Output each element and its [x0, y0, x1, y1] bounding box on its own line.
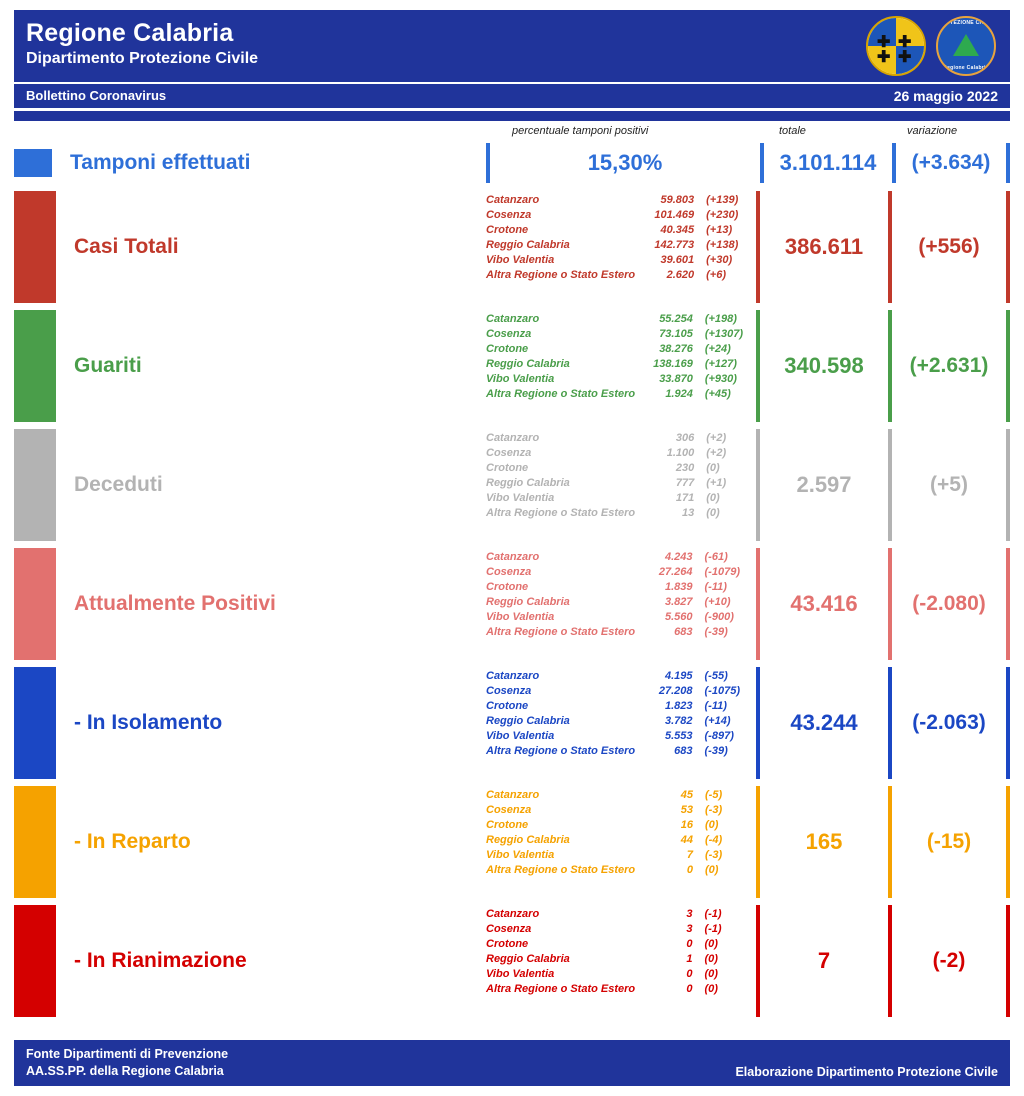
row-color-swatch [14, 191, 56, 303]
detail-variation: (0) [704, 953, 718, 965]
row-variation: (+2.631) [909, 354, 989, 377]
detail-value: 306 [675, 432, 695, 444]
detail-variation: (+14) [704, 715, 731, 727]
detail-province: Reggio Calabria [486, 358, 570, 370]
row-rule [1006, 191, 1010, 303]
detail-row [486, 193, 756, 208]
row-label: Tamponi effettuati [70, 151, 251, 174]
row-variation: (-2.063) [912, 711, 986, 734]
detail-row [486, 312, 756, 327]
detail-row [486, 431, 756, 446]
detail-province: Reggio Calabria [486, 834, 570, 846]
row-color-swatch [14, 905, 56, 1017]
row-detail-table [486, 905, 756, 1017]
detail-value: 55.254 [659, 313, 693, 325]
detail-value: 5.553 [664, 730, 693, 742]
row-color-swatch [14, 548, 56, 660]
detail-row [486, 268, 756, 283]
detail-row [486, 476, 756, 491]
row-color-swatch [14, 149, 52, 177]
detail-variation: (-1075) [704, 685, 740, 697]
row-total: 2.597 [796, 472, 852, 497]
detail-row [486, 625, 756, 640]
detail-row [486, 922, 756, 937]
bulletin-label: Bollettino Coronavirus [26, 88, 167, 103]
detail-row [486, 506, 756, 521]
detail-variation: (-897) [704, 730, 734, 742]
row-total: 3.101.114 [779, 150, 877, 175]
detail-variation: (0) [704, 938, 718, 950]
detail-province: Crotone [486, 343, 529, 355]
row-label: Guariti [74, 354, 142, 377]
detail-variation: (+198) [704, 313, 737, 325]
column-header-variazione: variazione [907, 125, 958, 137]
row-label: - In Reparto [74, 830, 191, 853]
row-deceduti [14, 429, 1010, 541]
detail-row [486, 208, 756, 223]
detail-value: 44 [680, 834, 693, 846]
detail-variation: (-5) [705, 789, 723, 801]
detail-province: Reggio Calabria [486, 477, 570, 489]
detail-province: Cosenza [486, 328, 532, 340]
detail-value: 39.601 [660, 254, 695, 266]
detail-province: Catanzaro [486, 908, 540, 920]
detail-value: 4.243 [664, 551, 693, 563]
detail-value: 16 [680, 819, 693, 831]
detail-row [486, 937, 756, 952]
detail-variation: (-1) [704, 908, 722, 920]
detail-row [486, 744, 756, 759]
region-title: Regione Calabria [26, 19, 234, 47]
row-rule [1006, 786, 1010, 898]
detail-row [486, 907, 756, 922]
detail-variation: (+24) [704, 343, 731, 355]
detail-province: Vibo Valentia [486, 968, 555, 980]
detail-province: Catanzaro [486, 313, 540, 325]
detail-row [486, 952, 756, 967]
bulletin-bar [14, 84, 1010, 108]
detail-variation: (-4) [705, 834, 723, 846]
detail-row [486, 699, 756, 714]
detail-province: Vibo Valentia [486, 373, 555, 385]
detail-row [486, 357, 756, 372]
detail-variation: (+139) [706, 194, 739, 206]
logo-top-text: PROTEZIONE CIVILE [938, 20, 994, 26]
detail-row [486, 595, 756, 610]
row-variation: (+556) [918, 235, 980, 258]
protezione-civile-logo-icon [936, 16, 996, 76]
row-color-swatch [14, 667, 56, 779]
detail-row [486, 610, 756, 625]
row-color-swatch [14, 786, 56, 898]
detail-variation: (+1) [706, 477, 727, 489]
row-detail-table [486, 548, 756, 660]
detail-variation: (-11) [704, 700, 727, 712]
row-variation: (-15) [926, 830, 972, 853]
detail-variation: (-1) [704, 923, 722, 935]
detail-row [486, 967, 756, 982]
row-detail-table [486, 667, 756, 779]
row-variation: (+5) [930, 473, 968, 496]
row-reparto [14, 786, 1010, 898]
detail-variation: (-39) [704, 745, 728, 757]
detail-value: 73.105 [659, 328, 693, 340]
logo-group [866, 16, 996, 76]
detail-variation: (-39) [704, 626, 728, 638]
detail-variation: (-900) [704, 611, 734, 623]
row-label: Casi Totali [74, 235, 179, 258]
row-rule [1006, 143, 1010, 183]
detail-province: Cosenza [486, 923, 532, 935]
detail-province: Vibo Valentia [486, 730, 555, 742]
detail-variation: (+1307) [704, 328, 744, 340]
detail-value: 3 [686, 923, 693, 935]
detail-value: 1 [686, 953, 693, 965]
detail-province: Cosenza [486, 804, 532, 816]
detail-value: 230 [675, 462, 695, 474]
logo-bottom-text: Regione Calabria [943, 65, 989, 71]
row-color-swatch [14, 429, 56, 541]
detail-province: Crotone [486, 224, 529, 236]
detail-value: 3.827 [664, 596, 693, 608]
detail-variation: (-3) [705, 849, 723, 861]
detail-variation: (-3) [705, 804, 723, 816]
bulletin-date: 26 maggio 2022 [893, 88, 998, 104]
column-header-percentuale: percentuale tamponi positivi [512, 125, 649, 137]
detail-province: Vibo Valentia [486, 611, 555, 623]
detail-row [486, 669, 756, 684]
detail-row [486, 580, 756, 595]
detail-province: Reggio Calabria [486, 715, 570, 727]
detail-province: Cosenza [486, 685, 532, 697]
detail-province: Altra Regione o Stato Estero [486, 388, 636, 400]
detail-variation: (+6) [706, 269, 727, 281]
detail-province: Catanzaro [486, 194, 540, 206]
row-total: 43.416 [790, 591, 858, 616]
row-percent: 15,30% [587, 150, 663, 175]
detail-variation: (0) [706, 462, 720, 474]
row-variation: (-2) [932, 949, 966, 972]
detail-province: Catanzaro [486, 432, 540, 444]
detail-variation: (+30) [706, 254, 733, 266]
row-variation: (+3.634) [911, 151, 991, 174]
detail-row [486, 863, 756, 878]
row-total: 386.611 [784, 234, 864, 259]
row-variation: (-2.080) [912, 592, 986, 615]
row-rule [1006, 310, 1010, 422]
row-total: 43.244 [790, 710, 858, 735]
detail-variation: (+2) [706, 432, 727, 444]
detail-value: 683 [674, 626, 693, 638]
detail-province: Vibo Valentia [486, 254, 555, 266]
detail-province: Crotone [486, 819, 529, 831]
column-header-totale: totale [779, 125, 806, 137]
detail-variation: (+10) [704, 596, 731, 608]
page-header [14, 10, 1010, 82]
detail-row [486, 327, 756, 342]
detail-variation: (0) [706, 507, 720, 519]
detail-province: Crotone [486, 938, 529, 950]
detail-province: Crotone [486, 462, 529, 474]
row-total: 7 [817, 948, 831, 973]
row-detail-table [486, 786, 756, 898]
row-rianimazione [14, 905, 1010, 1017]
detail-value: 0 [686, 983, 693, 995]
detail-province: Reggio Calabria [486, 596, 570, 608]
row-total: 340.598 [784, 353, 864, 378]
detail-variation: (0) [704, 968, 718, 980]
detail-row [486, 461, 756, 476]
detail-variation: (-61) [704, 551, 728, 563]
detail-variation: (-55) [704, 670, 728, 682]
detail-value: 683 [674, 745, 693, 757]
row-label: Deceduti [74, 473, 163, 496]
footer-line-1: Fonte Dipartimenti di Prevenzione [26, 1047, 229, 1061]
detail-province: Altra Regione o Stato Estero [486, 983, 636, 995]
detail-province: Catanzaro [486, 789, 540, 801]
detail-row [486, 982, 756, 997]
detail-province: Altra Regione o Stato Estero [486, 626, 636, 638]
detail-value: 59.803 [660, 194, 695, 206]
detail-value: 33.870 [659, 373, 693, 385]
detail-row [486, 446, 756, 461]
row-detail-table [486, 310, 756, 422]
row-label: - In Rianimazione [74, 949, 247, 972]
detail-variation: (-1079) [704, 566, 740, 578]
detail-value: 1.100 [666, 447, 695, 459]
detail-value: 38.276 [659, 343, 693, 355]
detail-province: Altra Regione o Stato Estero [486, 864, 636, 876]
detail-row [486, 491, 756, 506]
row-detail-table [486, 191, 756, 303]
detail-row [486, 223, 756, 238]
detail-variation: (+230) [706, 209, 739, 221]
detail-province: Altra Regione o Stato Estero [486, 507, 636, 519]
row-rule [1006, 429, 1010, 541]
data-rows [14, 191, 1010, 1017]
detail-row [486, 387, 756, 402]
detail-value: 45 [680, 789, 693, 801]
detail-value: 13 [682, 507, 695, 519]
detail-variation: (+127) [704, 358, 737, 370]
detail-variation: (+138) [706, 239, 739, 251]
page-footer [14, 1040, 1010, 1086]
footer-line-2: AA.SS.PP. della Regione Calabria [26, 1064, 224, 1078]
detail-province: Catanzaro [486, 551, 540, 563]
detail-variation: (+930) [704, 373, 737, 385]
detail-value: 101.469 [654, 209, 695, 221]
row-rule [1006, 548, 1010, 660]
detail-row [486, 372, 756, 387]
detail-province: Altra Regione o Stato Estero [486, 745, 636, 757]
row-attualmente_positivi [14, 548, 1010, 660]
row-isolamento [14, 667, 1010, 779]
detail-variation: (0) [705, 864, 719, 876]
detail-value: 0 [686, 864, 693, 876]
detail-row [486, 684, 756, 699]
detail-value: 4.195 [664, 670, 693, 682]
row-tamponi [14, 143, 1010, 183]
detail-province: Cosenza [486, 209, 532, 221]
detail-value: 3 [686, 908, 693, 920]
detail-row [486, 848, 756, 863]
row-rule [1006, 905, 1010, 1017]
row-color-swatch [14, 310, 56, 422]
detail-province: Crotone [486, 581, 529, 593]
detail-value: 1.823 [664, 700, 693, 712]
detail-row [486, 565, 756, 580]
detail-row [486, 550, 756, 565]
detail-variation: (0) [706, 492, 720, 504]
detail-value: 3.782 [664, 715, 693, 727]
divider-bar [14, 111, 1010, 121]
row-label: Attualmente Positivi [74, 592, 276, 615]
detail-value: 138.169 [653, 358, 693, 370]
row-guariti [14, 310, 1010, 422]
detail-row [486, 803, 756, 818]
detail-province: Crotone [486, 700, 529, 712]
detail-province: Reggio Calabria [486, 239, 570, 251]
detail-row [486, 833, 756, 848]
detail-value: 0 [686, 968, 693, 980]
detail-row [486, 342, 756, 357]
detail-row [486, 788, 756, 803]
detail-variation: (+45) [704, 388, 731, 400]
detail-province: Altra Regione o Stato Estero [486, 269, 636, 281]
detail-value: 1.839 [664, 581, 693, 593]
department-subtitle: Dipartimento Protezione Civile [26, 50, 259, 67]
detail-value: 40.345 [660, 224, 695, 236]
detail-province: Catanzaro [486, 670, 540, 682]
detail-variation: (-11) [704, 581, 727, 593]
row-label: - In Isolamento [74, 711, 223, 734]
row-total: 165 [805, 829, 843, 854]
detail-value: 53 [680, 804, 693, 816]
detail-province: Cosenza [486, 566, 532, 578]
detail-value: 142.773 [654, 239, 695, 251]
detail-province: Reggio Calabria [486, 953, 570, 965]
detail-row [486, 253, 756, 268]
row-detail-table [486, 429, 756, 541]
detail-value: 5.560 [664, 611, 693, 623]
detail-value: 7 [686, 849, 693, 861]
detail-value: 27.208 [658, 685, 693, 697]
footer-right: Elaborazione Dipartimento Protezione Civile [735, 1065, 998, 1079]
regione-calabria-crest-icon: ✚ ✚ ✚ ✚ [866, 16, 926, 76]
detail-province: Vibo Valentia [486, 492, 555, 504]
detail-province: Vibo Valentia [486, 849, 555, 861]
detail-variation: (+13) [706, 224, 733, 236]
detail-row [486, 238, 756, 253]
detail-value: 0 [686, 938, 693, 950]
detail-value: 27.264 [658, 566, 693, 578]
detail-row [486, 714, 756, 729]
detail-province: Cosenza [486, 447, 532, 459]
row-casi_totali [14, 191, 1010, 303]
detail-row [486, 729, 756, 744]
row-rule [1006, 667, 1010, 779]
detail-value: 171 [675, 492, 695, 504]
detail-value: 2.620 [666, 269, 695, 281]
detail-variation: (0) [705, 819, 719, 831]
detail-variation: (+2) [706, 447, 727, 459]
detail-row [486, 818, 756, 833]
detail-value: 777 [675, 477, 695, 489]
column-headers [14, 125, 1010, 143]
detail-value: 1.924 [665, 388, 693, 400]
detail-variation: (0) [704, 983, 718, 995]
